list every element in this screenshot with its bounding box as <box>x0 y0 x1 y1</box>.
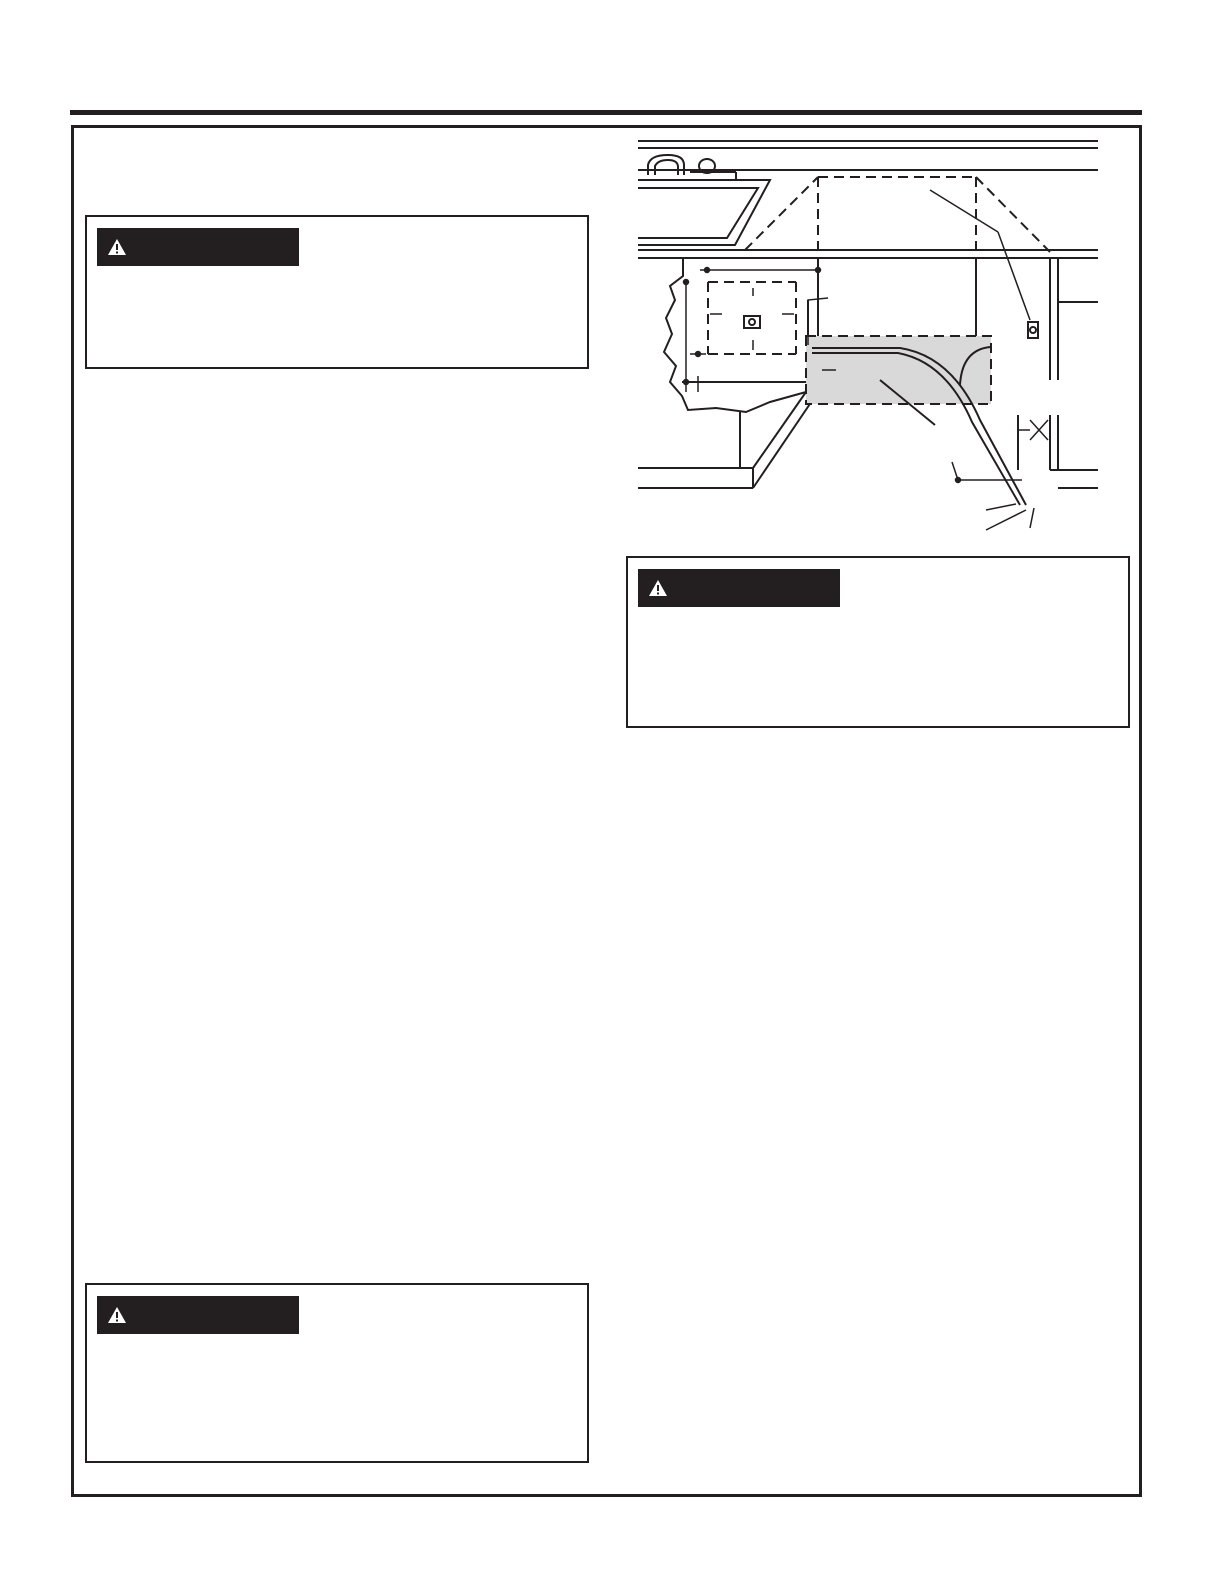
warning-label <box>97 228 299 266</box>
outlet-icon <box>744 316 760 328</box>
warning-label <box>638 569 840 607</box>
outlet-icon <box>1028 322 1038 338</box>
left-cabinet <box>638 258 818 488</box>
right-cabinet <box>976 258 1098 488</box>
warning-label <box>97 1296 299 1334</box>
warning-box-3 <box>626 556 1130 728</box>
warning-triangle-icon <box>648 578 668 598</box>
installation-diagram <box>632 135 1102 535</box>
sink-icon <box>638 155 770 245</box>
warning-box-1 <box>85 215 589 369</box>
warning-triangle-icon <box>107 237 127 257</box>
warning-box-2 <box>85 1283 589 1463</box>
top-rule <box>70 110 1142 115</box>
warning-triangle-icon <box>107 1305 127 1325</box>
